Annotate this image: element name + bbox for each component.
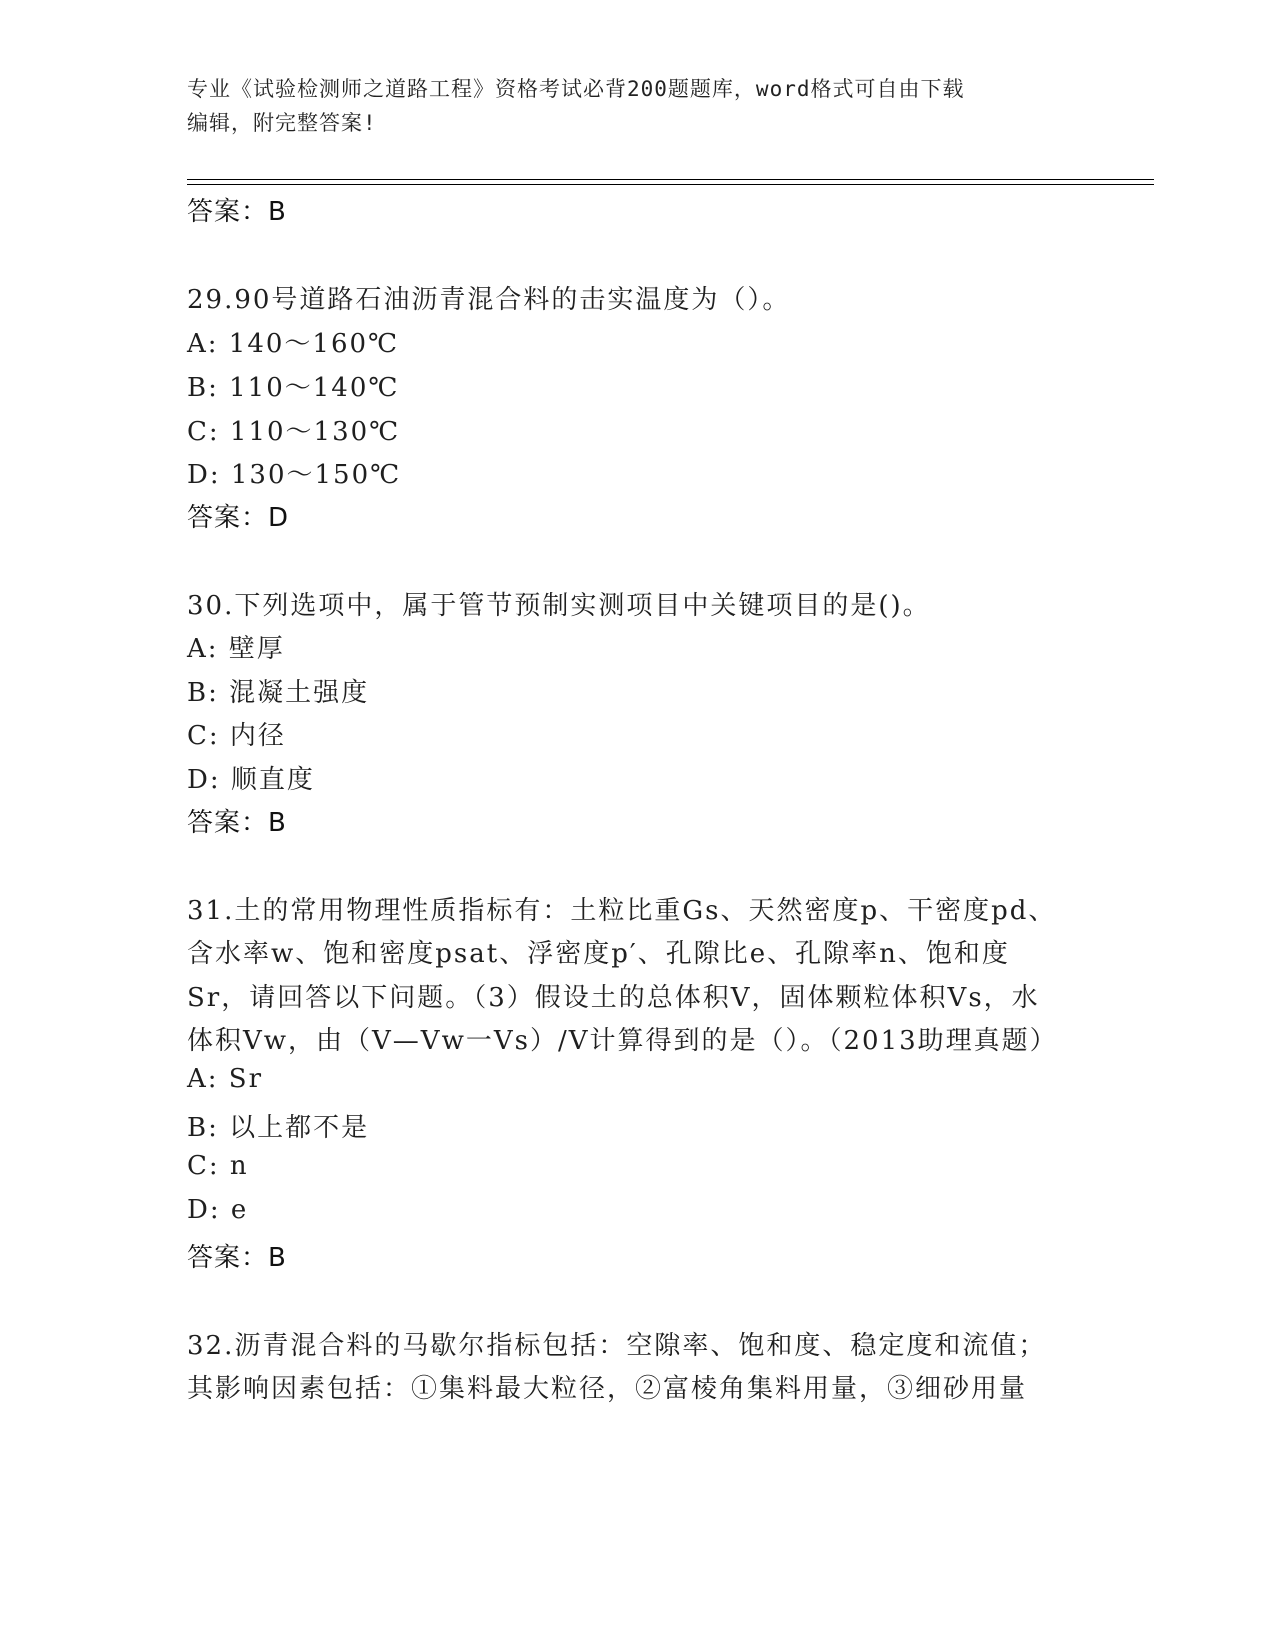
q31-stem-line-3: Sr，请回答以下问题。（3）假设土的总体积V，固体颗粒体积Vs，水 [187,983,1040,1013]
page-header [187,72,1067,140]
q30-option-a: A: 壁厚 [187,634,285,664]
q32-stem-line-2: 其影响因素包括：①集料最大粒径，②富棱角集料用量，③细砂用量 [187,1374,1028,1404]
q30-option-b: B: 混凝土强度 [187,678,370,708]
q29-stem: 29.90号道路石油沥青混合料的击实温度为（）。 [187,285,791,315]
q29-option-a: A: 140～160℃ [187,329,400,359]
q32-stem-line-1: 32.沥青混合料的马歇尔指标包括：空隙率、饱和度、稳定度和流值； [187,1331,1047,1361]
q29-answer: 答案：D [187,503,290,533]
q31-stem-line-4: 体积Vw，由（V—Vw一Vs）/V计算得到的是（）。（2013助理真题） [187,1026,1058,1056]
q31-option-d: D: e [187,1195,249,1225]
q31-option-b: B: 以上都不是 [187,1113,370,1143]
previous-answer: 答案：B [187,197,287,227]
q31-stem-line-2: 含水率w、饱和密度psat、浮密度p′、孔隙比e、孔隙率n、饱和度 [187,939,1010,969]
q31-option-c: C: n [187,1151,249,1181]
q31-option-a: A: Sr [187,1064,264,1094]
header-rule-top [187,179,1154,180]
q31-stem-line-1: 31.土的常用物理性质指标有：土粒比重Gs、天然密度p、干密度pd、 [187,896,1057,926]
q29-option-c: C: 110～130℃ [187,417,401,447]
q31-answer: 答案：B [187,1243,287,1273]
q30-option-c: C: 内径 [187,721,286,751]
q30-option-d: D: 顺直度 [187,765,315,795]
q30-stem: 30.下列选项中，属于管节预制实测项目中关键项目的是()。 [187,591,931,621]
header-line-1: 专业《试验检测师之道路工程》资格考试必背200题题库，word格式可自由下载 [187,77,965,101]
q30-answer: 答案：B [187,808,287,838]
header-rule-bottom [187,184,1154,185]
q29-option-d: D: 130～150℃ [187,460,402,490]
header-line-2: 编辑，附完整答案! [187,111,377,135]
q29-option-b: B: 110～140℃ [187,373,400,403]
